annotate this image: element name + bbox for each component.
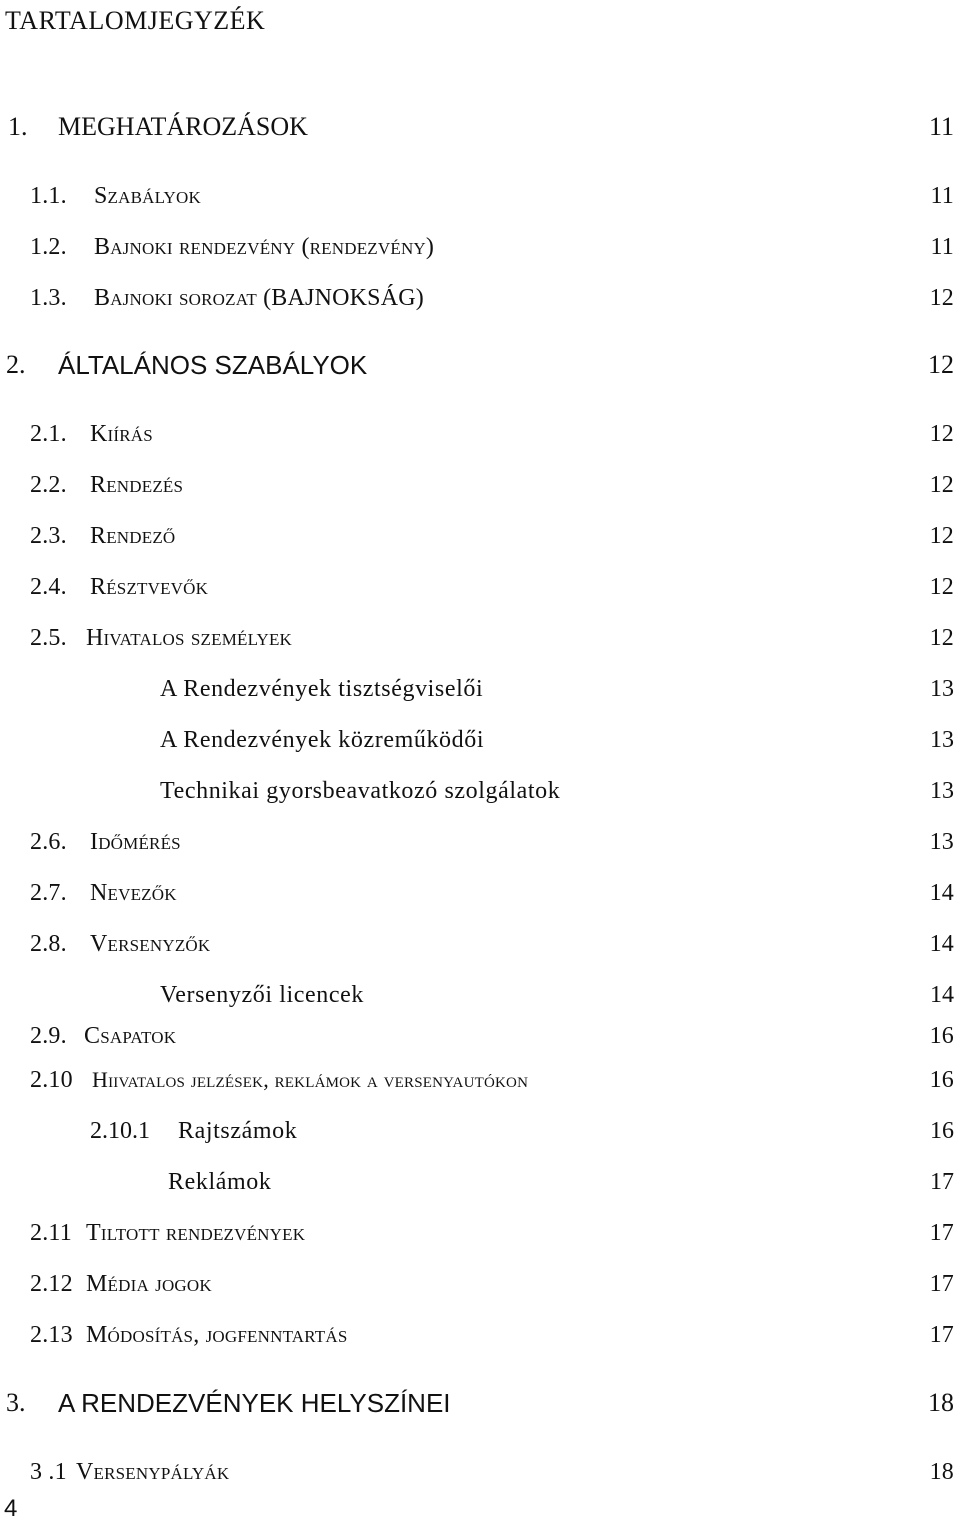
toc-entry-2-10-1[interactable] [0, 1114, 960, 1148]
toc-entry-2-8[interactable] [0, 927, 960, 961]
toc-title: Időmérés [90, 829, 181, 855]
toc-title: Rendezés [90, 472, 184, 498]
toc-title: Bajnoki rendezvény (rendezvény) [94, 234, 435, 260]
toc-entry-2-8-a[interactable] [0, 978, 960, 1012]
toc-page: 13 [930, 676, 954, 702]
toc-number: 2.10 [30, 1067, 73, 1093]
toc-entry-2-1[interactable] [0, 417, 960, 451]
toc-title: MEGHATÁROZÁSOK [58, 112, 308, 141]
toc-page: 13 [930, 778, 954, 804]
toc-number: 1. [8, 112, 28, 141]
toc-entry-3[interactable] [0, 1386, 960, 1420]
toc-entry-2-4[interactable] [0, 570, 960, 604]
toc-page: 17 [930, 1169, 954, 1195]
toc-title: A Rendezvények tisztségviselői [160, 676, 484, 702]
toc-number: 2.1. [30, 421, 67, 447]
toc-entry-2-10-a[interactable] [0, 1165, 960, 1199]
toc-page: 12 [929, 472, 954, 498]
toc-page: 11 [930, 183, 954, 209]
toc-page: 14 [929, 931, 954, 957]
toc-title: Versenyzői licencek [160, 982, 364, 1008]
toc-title: Tiltott rendezvények [86, 1220, 306, 1246]
page-number: 4 [4, 1495, 18, 1522]
toc-number: 2.10.1 [90, 1118, 150, 1144]
toc-number: 1.3. [30, 285, 67, 311]
toc-page: 12 [929, 421, 954, 447]
toc-entry-2-5-b[interactable] [0, 723, 960, 757]
toc-number: 3 .1 [30, 1459, 67, 1485]
toc-page: 12 [929, 285, 954, 311]
toc-number: 2.13 [30, 1322, 73, 1348]
toc-entry-2[interactable] [0, 348, 960, 382]
toc-entry-1-2[interactable] [0, 230, 960, 264]
toc-title: Nevezők [90, 880, 177, 906]
toc-page: 11 [928, 112, 954, 141]
toc-title: Módosítás, jogfenntartás [86, 1322, 348, 1348]
toc-title: ÁLTALÁNOS SZABÁLYOK [58, 350, 368, 380]
toc-page: 17 [929, 1220, 954, 1246]
toc-title: Rendező [90, 523, 176, 549]
toc-page: 16 [929, 1067, 954, 1093]
toc-page: 18 [929, 1459, 954, 1485]
toc-page: 12 [929, 574, 954, 600]
toc-title: Média jogok [86, 1271, 212, 1297]
toc-entry-1-3[interactable] [0, 281, 960, 315]
toc-title: Résztvevők [90, 574, 209, 600]
toc-number: 2.5. [30, 625, 67, 651]
toc-title: Reklámok [168, 1169, 272, 1195]
toc-entry-2-6[interactable] [0, 825, 960, 859]
toc-title: Rajtszámok [178, 1118, 298, 1144]
toc-title: Versenyzők [90, 931, 211, 957]
toc-page: 17 [929, 1271, 954, 1297]
toc-number: 1.2. [30, 234, 67, 260]
toc-entry-1[interactable] [0, 110, 960, 144]
toc-number: 2.11 [30, 1220, 72, 1246]
toc-entry-2-2[interactable] [0, 468, 960, 502]
toc-page: 17 [929, 1322, 954, 1348]
toc-entry-2-11[interactable] [0, 1216, 960, 1250]
toc-number: 2.8. [30, 931, 67, 957]
toc-page: 14 [930, 982, 954, 1008]
page-title: TARTALOMJEGYZÉK [5, 6, 266, 35]
toc-page: 12 [928, 350, 954, 379]
toc-number: 2.12 [30, 1271, 73, 1297]
toc-entry-2-3[interactable] [0, 519, 960, 553]
toc-number: 1.1. [30, 183, 67, 209]
toc-page: 11 [930, 234, 954, 260]
toc-title: A Rendezvények közreműködői [160, 727, 485, 753]
toc-page: 12 [929, 625, 954, 651]
toc-entry-2-13[interactable] [0, 1318, 960, 1352]
toc-number: 2.9. [30, 1023, 67, 1049]
toc-title: Bajnoki sorozat (BAJNOKSÁG) [94, 285, 424, 311]
toc-page: 18 [928, 1388, 954, 1417]
toc-entry-2-9[interactable] [0, 1019, 960, 1053]
toc-title: Szabályok [94, 183, 201, 209]
toc-entry-2-5[interactable] [0, 621, 960, 655]
toc-entry-2-7[interactable] [0, 876, 960, 910]
toc-page: 14 [929, 880, 954, 906]
toc-number: 2.3. [30, 523, 67, 549]
toc-page: 13 [929, 829, 954, 855]
toc-entry-3-1[interactable] [0, 1455, 960, 1489]
toc-page: 13 [930, 727, 954, 753]
toc-number: 2.7. [30, 880, 67, 906]
toc-entry-2-12[interactable] [0, 1267, 960, 1301]
toc-title: Hiivatalos jelzések, reklámok a versenyautókon [92, 1067, 529, 1092]
toc-title: Kiírás [90, 421, 153, 447]
toc-title: A RENDEZVÉNYEK HELYSZÍNEI [58, 1388, 451, 1418]
toc-title: Csapatok [84, 1023, 177, 1049]
toc-entry-2-5-c[interactable] [0, 774, 960, 808]
toc-page: 16 [929, 1023, 954, 1049]
toc-title: Hivatalos személyek [86, 625, 293, 651]
toc-entry-2-5-a[interactable] [0, 672, 960, 706]
toc-title: Technikai gyorsbeavatkozó szolgálatok [160, 778, 561, 804]
toc-number: 2.6. [30, 829, 67, 855]
toc-number: 2.2. [30, 472, 67, 498]
toc-number: 2.4. [30, 574, 67, 600]
toc-entry-2-10[interactable] [0, 1063, 960, 1097]
toc-number: 2. [6, 350, 26, 379]
toc-page: 16 [930, 1118, 954, 1144]
toc-number: 3. [6, 1388, 26, 1417]
toc-entry-1-1[interactable] [0, 179, 960, 213]
toc-page: 12 [929, 523, 954, 549]
toc-title: Versenypályák [76, 1459, 230, 1485]
